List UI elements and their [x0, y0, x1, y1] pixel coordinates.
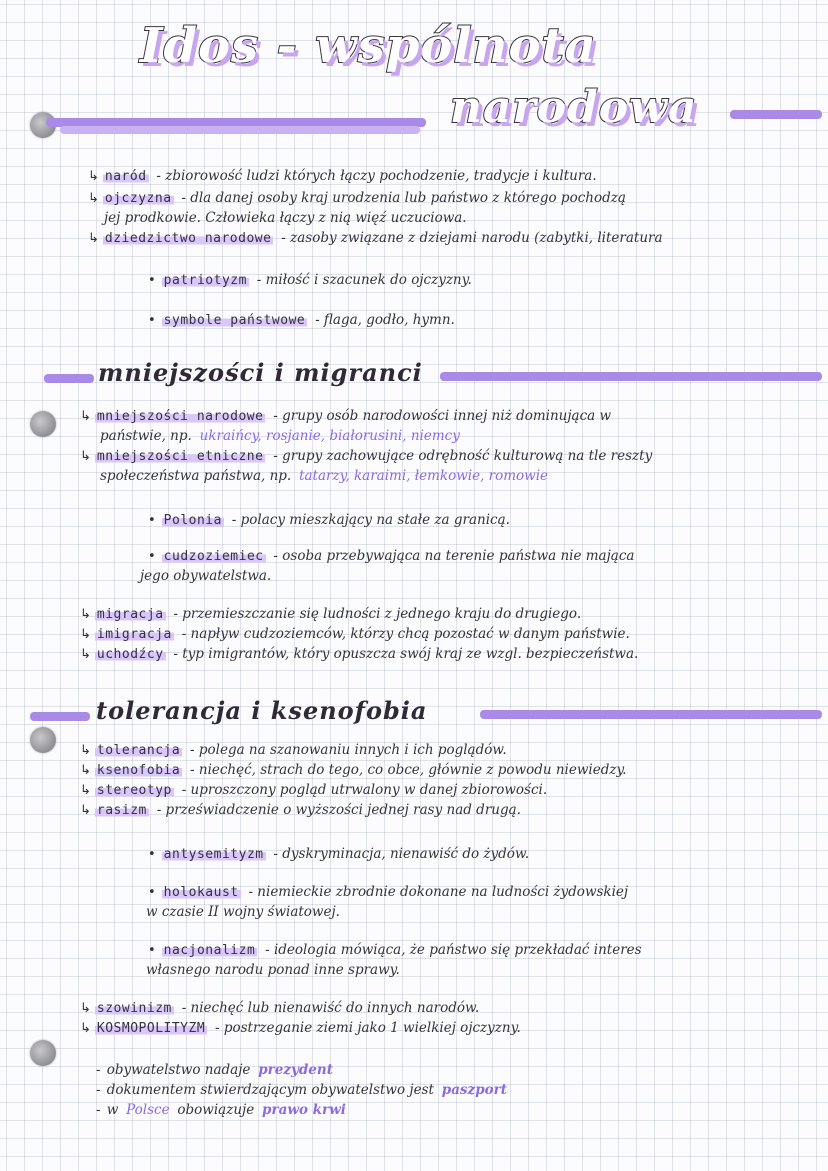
section-bar-left: [44, 374, 94, 383]
bullet-line: • antysemityzm - dyskryminacja, nienawiść do żydów.: [148, 846, 530, 862]
definition-line: ↳ uchodźcy - typ imigrantów, który opuszcza swój kraj ze wzgl. bezpieczeństwa.: [80, 646, 639, 662]
punch-hole: [30, 411, 56, 437]
definition-line: ↳ ojczyzna - dla danej osoby kraj urodzenia lub państwo z którego pochodzą: [88, 190, 626, 206]
definition-line-continued: jej prodkowie. Człowieka łączy z nią więź uczuciowa.: [104, 210, 467, 226]
definition-line: ↳ naród - zbiorowość ludzi których łączy pochodzenie, tradycje i kultura.: [88, 168, 597, 184]
page-title-line1: Idos - wspólnota: [140, 18, 597, 74]
bullet-line: • patriotyzm - miłość i szacunek do ojczyzny.: [148, 272, 472, 288]
definition-line: ↳ tolerancja - polega na szanowaniu innych i ich poglądów.: [80, 742, 507, 758]
definition-line-continued: społeczeństwa państwa, np. tatarzy, karaimi, łemkowie, romowie: [100, 468, 549, 484]
punch-hole: [30, 1040, 56, 1066]
page-title-line2: narodowa: [450, 82, 698, 133]
dash-line: - dokumentem stwierdzającym obywatelstwo jest paszport: [96, 1082, 507, 1098]
definition-line: ↳ rasizm - przeświadczenie o wyższości jednej rasy nad drugą.: [80, 802, 521, 818]
bullet-line: • Polonia - polacy mieszkający na stałe za granicą.: [148, 512, 510, 528]
definition-line: ↳ szowinizm - niechęć lub nienawiść do innych narodów.: [80, 1000, 480, 1016]
definition-line: ↳ mniejszości narodowe - grupy osób narodowości innej niż dominująca w: [80, 408, 612, 424]
bullet-line: • cudzoziemiec - osoba przebywająca na terenie państwa nie mająca: [148, 548, 635, 564]
title-underline-left-shadow: [60, 126, 420, 134]
dash-line: - w Polsce obowiązuje prawo krwi: [96, 1102, 346, 1118]
dash-line: - obywatelstwo nadaje prezydent: [96, 1062, 333, 1078]
bullet-line-continued: własnego narodu ponad inne sprawy.: [146, 962, 400, 978]
definition-line: ↳ migracja - przemieszczanie się ludności z jednego kraju do drugiego.: [80, 606, 582, 622]
section-bar-right: [440, 372, 822, 381]
title-underline-right: [730, 110, 822, 119]
bullet-line: • nacjonalizm - ideologia mówiąca, że państwo się przekładać interes: [148, 942, 642, 958]
punch-hole: [30, 727, 56, 753]
section-heading: mniejszości i migranci: [98, 358, 423, 387]
section-bar-left: [30, 712, 90, 721]
bullet-line-continued: jego obywatelstwa.: [140, 568, 272, 584]
section-bar-right: [480, 710, 822, 719]
section-heading: tolerancja i ksenofobia: [96, 696, 428, 725]
definition-line: ↳ dziedzictwo narodowe - zasoby związane z dziejami narodu (zabytki, literatura: [88, 230, 663, 246]
definition-line-continued: państwie, np. ukraińcy, rosjanie, białorusini, niemcy: [100, 428, 460, 444]
definition-line: ↳ ksenofobia - niechęć, strach do tego, co obce, głównie z powodu niewiedzy.: [80, 762, 627, 778]
definition-line: ↳ KOSMOPOLITYZM - postrzeganie ziemi jako 1 wielkiej ojczyzny.: [80, 1020, 521, 1036]
bullet-line: • symbole państwowe - flaga, godło, hymn.: [148, 312, 455, 328]
definition-line: ↳ mniejszości etniczne - grupy zachowujące odrębność kulturową na tle reszty: [80, 448, 653, 464]
definition-line: ↳ imigracja - napływ cudzoziemców, którzy chcą pozostać w danym państwie.: [80, 626, 630, 642]
bullet-line-continued: w czasie II wojny światowej.: [146, 904, 340, 920]
definition-line: ↳ stereotyp - uproszczony pogląd utrwalony w danej zbiorowości.: [80, 782, 548, 798]
bullet-line: • holokaust - niemieckie zbrodnie dokonane na ludności żydowskiej: [148, 884, 629, 900]
